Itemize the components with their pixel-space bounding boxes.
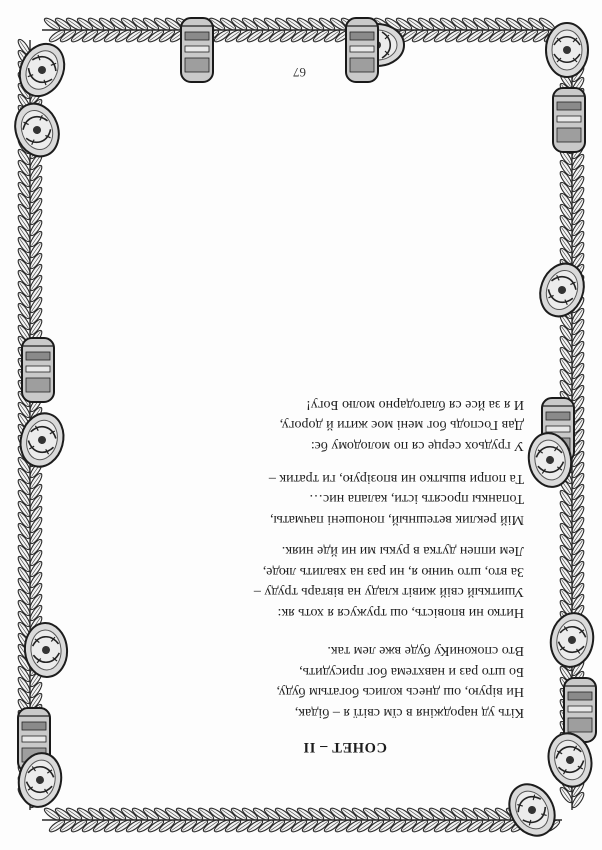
poem-line: Вто спокониКу буде вже лем так. [327,643,524,659]
poem-line: Ушиткый свiй живiт кладу на вiвтарь труду – [253,584,524,600]
poem-title: СОНЕТ – II [302,739,387,755]
stanza [84,393,524,455]
poem-line: Дав Господь бог менi моє жити й дорогу, [279,417,524,433]
poem-line: Мiй реклик ветешный, поношенi пачматы, [269,512,524,527]
poem-line: За вто, што чиню я, ни раз на хвалить люде, [262,563,524,579]
poem-line: И я за йсе ся благодарно молю Богу! [306,396,524,412]
poem-line: Нитко ни вповiсть, ош тружуся я хоть як: [277,605,524,620]
stanza [84,640,524,722]
poem-line: Та попри вшыткo ни впозiрую, ги тратик – [268,470,524,486]
poem-line: Кiть уд народжiня в сїм свiтї я – бiдак, [294,705,524,720]
poem-line: Бо што раз и навхтема бог присудить, [299,663,524,679]
poem-line: Ни вiрую, ош днесь колись богатым буду, [276,684,524,700]
stanza [84,540,524,622]
poem-line: Лем иппен дутка в рукы ми ни йде нияк. [281,543,524,559]
poem-line: Топанкы просять iсти, калапа нис… [309,491,524,507]
poem-line: У грудьох серце ся по молодому бє: [310,438,524,453]
stanza [84,467,524,529]
page-number: 67 [293,65,306,80]
